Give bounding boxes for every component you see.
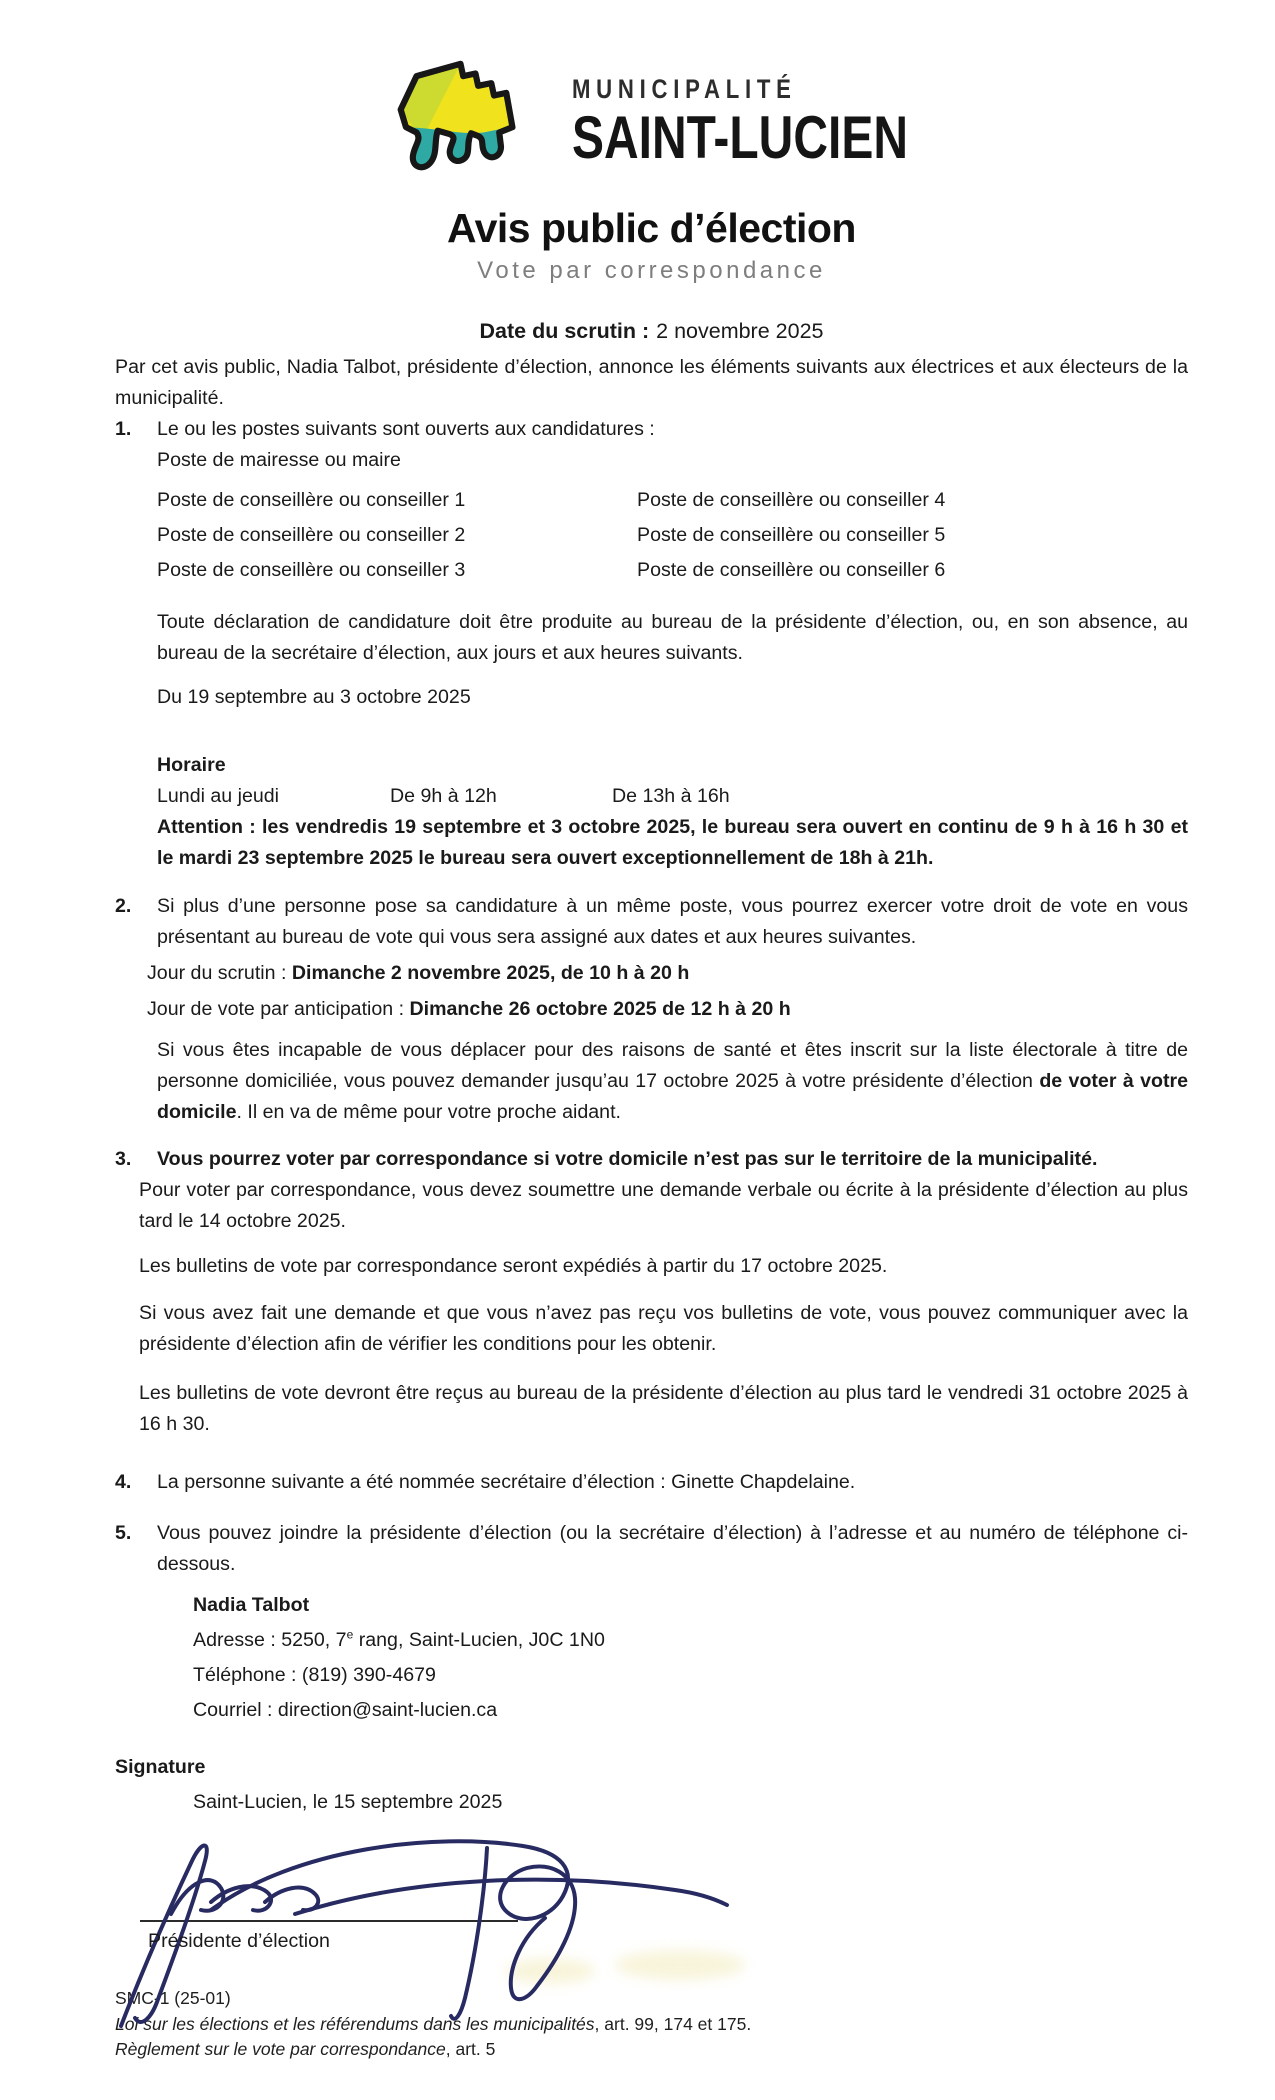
list-item-3 <box>115 1144 1188 1175</box>
polling-day-value: Dimanche 2 novembre 2025, de 10 h à 20 h <box>291 962 690 984</box>
home-voting-paragraph <box>157 1035 1188 1128</box>
page-subtitle: Vote par correspondance <box>477 257 826 284</box>
contact-address <box>193 1625 1188 1656</box>
contact-address-suffix: rang, Saint-Lucien, J0C 1N0 <box>353 1629 605 1651</box>
election-date-value: 2 novembre 2025 <box>656 319 824 343</box>
contact-email: Courriel : direction@saint-lucien.ca <box>193 1699 498 1721</box>
post-right-3: Poste de conseillère ou conseiller 6 <box>637 559 946 581</box>
law-reference-2-articles: , art. 5 <box>445 2039 496 2059</box>
contact-address-superscript: e <box>346 1627 354 1642</box>
attention-notice: Attention : les vendredis 19 septembre et 3 octobre 2025, le bureau sera ouvert en continu de 9 h à 16 h 30 et le mardi 23 septembre 2025 le bureau sera ouvert exceptionnellement de 18h à 21h. <box>157 816 1188 869</box>
schedule-row <box>157 781 1188 812</box>
list-item-5-text: Vous pouvez joindre la présidente d’élection (ou la secrétaire d’élection) à l’adresse et au numéro de téléphone ci-dessous. <box>157 1522 1188 1575</box>
declaration-paragraph: Toute déclaration de candidature doit être produite au bureau de la présidente d’élection, ou, en son absence, au bureau de la secrétaire d’élection, aux jours et aux heures suivants. <box>157 611 1188 664</box>
list-item-4-text: La personne suivante a été nommée secrétaire d’élection : Ginette Chapdelaine. <box>157 1471 856 1493</box>
list-item-2-number: 2. <box>115 895 132 917</box>
puzzle-piece-logo-icon <box>368 55 546 187</box>
contact-phone: Téléphone : (819) 390-4679 <box>193 1664 436 1686</box>
signature-area <box>115 1820 1188 1986</box>
post-left-3: Poste de conseillère ou conseiller 3 <box>157 559 466 581</box>
list-item-4 <box>115 1467 1188 1498</box>
schedule-days: Lundi au jeudi <box>157 785 280 807</box>
post-right-1: Poste de conseillère ou conseiller 4 <box>637 489 946 511</box>
law-reference-1-articles: , art. 99, 174 et 175. <box>594 2013 752 2034</box>
logo-municipality-label: MUNICIPALITÉ <box>571 73 797 104</box>
ballots-not-received-paragraph: Si vous avez fait une demande et que vous n’avez pas reçu vos bulletins de vote, vous pouvez communiquer avec la présidente d’élection afin de vérifier les conditions pour les obtenir. <box>139 1302 1188 1355</box>
list-item-2 <box>115 891 1188 953</box>
list-item-1-text: Le ou les postes suivants sont ouverts aux candidatures : <box>157 418 655 440</box>
intro-paragraph: Par cet avis public, Nadia Talbot, présidente d’élection, annonce les éléments suivants aux électrices et aux électeurs de la municipalité. <box>115 356 1188 409</box>
contact-block <box>193 1590 1188 1726</box>
list-item-4-number: 4. <box>115 1471 132 1493</box>
signature-section-label: Signature <box>115 1756 206 1778</box>
ballots-deadline-paragraph: Les bulletins de vote devront être reçus au bureau de la présidente d’élection au plus tard le vendredi 31 octobre 2025 à 16 h 30. <box>139 1382 1188 1435</box>
advance-polling-value: Dimanche 26 octobre 2025 de 12 h à 20 h <box>409 998 791 1020</box>
candidacy-period: Du 19 septembre au 3 octobre 2025 <box>157 686 471 708</box>
list-item-3-text: Vous pourrez voter par correspondance si votre domicile n’est pas sur le territoire de la municipalité. <box>157 1148 1098 1170</box>
signature-place-date: Saint-Lucien, le 15 septembre 2025 <box>193 1791 503 1813</box>
contact-name: Nadia Talbot <box>193 1594 310 1616</box>
signatory-role: Présidente d’élection <box>148 1930 330 1952</box>
home-voting-text-post: . Il en va de même pour votre proche aidant. <box>236 1101 621 1123</box>
list-item-5 <box>115 1518 1188 1580</box>
ballots-shipping-paragraph: Les bulletins de vote par correspondance seront expédiés à partir du 17 octobre 2025. <box>139 1255 888 1277</box>
form-code: SMC-1 (25-01) <box>115 1988 231 2008</box>
schedule-morning-hours: De 9h à 12h <box>390 785 497 807</box>
schedule-afternoon-hours: De 13h à 16h <box>612 785 730 807</box>
advance-polling-label: Jour de vote par anticipation : <box>147 998 410 1020</box>
list-item-3-number: 3. <box>115 1148 132 1170</box>
logo-municipality-name: SAINT-LUCIEN <box>571 103 908 171</box>
post-left-1: Poste de conseillère ou conseiller 1 <box>157 489 466 511</box>
councillor-posts-grid <box>157 484 1188 587</box>
polling-day-line <box>147 958 1188 989</box>
law-reference-1-title: Loi sur les élections et les référendums dans les municipalités <box>115 2013 595 2034</box>
list-item-2-text: Si plus d’une personne pose sa candidature à un même poste, vous pourrez exercer votre droit de vote en vous présentant au bureau de vote qui vous sera assigné aux dates et aux heures suivantes. <box>157 895 1188 948</box>
municipality-logo <box>143 55 1216 187</box>
election-date-label: Date du scrutin : <box>479 319 650 343</box>
page-title: Avis public d’élection <box>447 205 856 251</box>
list-item-1 <box>115 414 1188 445</box>
mayor-post: Poste de mairesse ou maire <box>157 449 401 471</box>
list-item-1-number: 1. <box>115 418 132 440</box>
election-date-line <box>115 319 1188 344</box>
polling-day-label: Jour du scrutin : <box>147 962 292 984</box>
advance-polling-line <box>147 994 1188 1025</box>
list-item-5-number: 5. <box>115 1522 132 1544</box>
post-left-2: Poste de conseillère ou conseiller 2 <box>157 524 466 546</box>
contact-address-prefix: Adresse : 5250, 7 <box>193 1629 347 1651</box>
mail-vote-request-paragraph: Pour voter par correspondance, vous devez soumettre une demande verbale ou écrite à la présidente d’élection au plus tard le 14 octobre 2025. <box>139 1179 1188 1232</box>
home-voting-text-bold: de voter à votre domicile <box>157 1070 1189 1123</box>
post-right-2: Poste de conseillère ou conseiller 5 <box>637 524 946 546</box>
schedule-title: Horaire <box>157 754 226 776</box>
law-reference-2-title: Règlement sur le vote par correspondance <box>115 2039 446 2059</box>
home-voting-text-pre: Si vous êtes incapable de vous déplacer pour des raisons de santé et êtes inscrit sur la liste électorale à titre de personne domiciliée, vous pouvez demander jusqu’au 17 octobre 2025 à votre présidente d’élection <box>157 1039 1188 1092</box>
